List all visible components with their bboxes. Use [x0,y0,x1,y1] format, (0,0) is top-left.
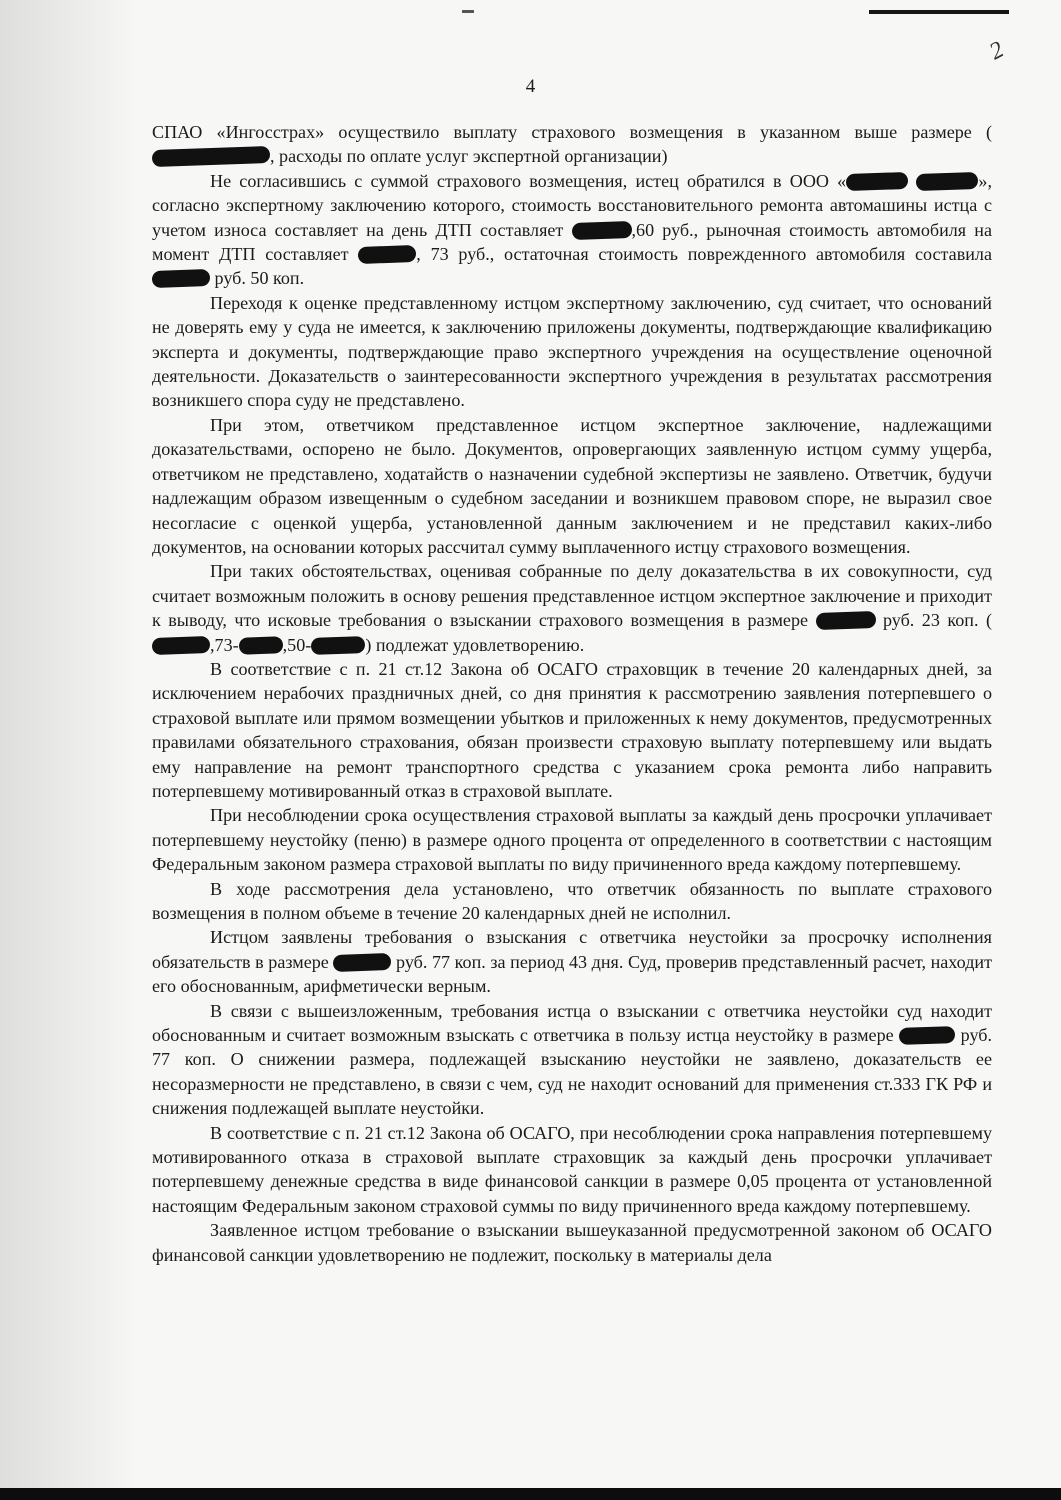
top-scan-mark [869,10,1009,14]
redaction-mark [152,636,211,655]
paragraph-p9 [152,925,992,998]
top-tick-mark [462,10,474,13]
paragraph-text: При несоблюдении срока осуществления страховой выплаты за каждый день просрочки уплачивает потерпевшему неустойку (пеню) в размере одного процента от определенного в соответствии с настоящим Федеральным законом размера страховой выплаты по виду причиненного вреда каждому потерпевшему. [152,805,992,875]
redaction-mark [916,172,979,191]
paragraph-text: ,50- [282,634,312,655]
paragraph-text: Заявленное истцом требование о взыскании вышеуказанной предусмотренной законом об ОСАГО финансовой санкции удовлетворению не подлежит, поскольку в материалы дела [152,1220,992,1265]
redaction-mark [152,269,211,288]
paragraph-text: СПАО «Ингосстрах» осуществило выплату страхового возмещения в указанном выше размере ( [152,122,992,142]
paragraph-p10 [152,999,992,1121]
paragraph-text: руб. 77 коп. за период 43 дня. Суд, проверив представленный расчет, находит его обоснованным, арифметически верным. [152,951,992,997]
redaction-mark [358,245,417,264]
redaction-mark [815,611,876,630]
redaction-mark [333,953,392,972]
redaction-mark [152,146,271,167]
paragraph-text: В соответствие с п. 21 ст.12 Закона об ОСАГО страховщик в течение 20 календарных дней, за исключением нерабочих праздничных дней, со дня принятия к рассмотрению заявления потерпевшего о страховой выплате или прямом возмещении убытков и приложенных к нему документов, предусмотренных правилами обязательного страхования, обязан произвести страховую выплату потерпевшему или выдать ему направление на ремонт транспортного средства с указанием срока ремонта либо направить потерпевшему мотивированный отказ в страховой выплате. [152,658,992,801]
paragraph-text: ) подлежат удовлетворению. [365,634,585,655]
paragraph-text: руб. 50 коп. [210,268,305,289]
paragraph-p8 [152,877,992,926]
paragraph-p7 [152,803,992,876]
paragraph-p5 [152,559,992,657]
paragraph-text: руб. 23 коп. ( [875,610,992,631]
paragraph-text: ,60 руб., рыночная стоимость автомобиля на момент ДТП составляет [152,219,993,265]
paragraph-text: ,73- [210,634,239,655]
paragraph-text: Истцом заявлены требования о взыскания с ответчика неустойки за просрочку исполнения обязательств в размере [152,927,992,972]
paragraph-text: », согласно экспертному заключению которого, стоимость восстановительного ремонта автомашины истца с учетом износа составляет на день ДТП составляет [152,170,992,240]
paragraph-p2 [152,169,992,291]
paragraph-text: В соответствие с п. 21 ст.12 Закона об ОСАГО, при несоблюдении срока направления потерпевшему мотивированного отказа в страховой выплате страховщик за каждый день просрочки уплачивает потерпевшему денежные средства в виде финансовой санкции в размере 0,05 процента от установленной настоящим Федеральным законом страховой суммы по виду причиненного вреда каждому потерпевшему. [152,1122,992,1216]
redaction-mark [846,172,909,191]
scan-shadow [0,0,140,1500]
paragraph-text: руб. 77 коп. О снижении размера, подлежащей взысканию неустойки не заявлено, доказательств ее несоразмерности не представлено, в связи с чем, суд не находит оснований для применения ст.333 ГК РФ и снижения подлежащей выплате неустойки. [152,1025,992,1119]
paragraph-p4 [152,413,992,559]
paragraph-text: Не согласившись с суммой страхового возмещения, истец обратился в ООО « [210,170,847,191]
document-body [152,120,992,1267]
paragraph-text: , 73 руб., остаточная стоимость поврежденного автомобиля составила [416,244,992,265]
paragraph-p12 [152,1218,992,1267]
paragraph-text: В ходе рассмотрения дела установлено, что ответчик обязанность по выплате страхового возмещения в полном объеме в течение 20 календарных дней не исполнил. [152,878,992,923]
paragraph-p1 [152,120,992,169]
scan-bottom-edge [0,1488,1061,1500]
page-number: 4 [525,76,536,97]
redaction-mark [311,636,366,655]
paragraph-text: При таких обстоятельствах, оценивая собранные по делу доказательства в их совокупности, суд считает возможным положить в основу решения представленное истцом экспертное заключение и приходит к выводу, что исковые требования о взыскании страхового возмещения в размере [152,561,992,631]
redaction-mark [238,636,283,655]
redaction-mark [571,221,632,240]
paragraph-text: При этом, ответчиком представленное истцом экспертное заключение, надлежащими доказательствами, оспорено не было. Документов, опровергающих заявленную истцом сумму ущерба, ответчиком не представлено, ходатайств о назначении судебной экспертизы не заявлено. Ответчик, будучи надлежащим образом извещенным о судебном заседании и возникшем правовом споре, не выразил свое несогласие с оценкой ущерба, установленной данным заключением и не представил каких-либо документов, на основании которых рассчитал сумму выплаченного истцу страхового возмещения. [152,414,992,557]
paragraph-p3 [152,291,992,413]
redaction-mark [899,1026,956,1045]
corner-handwritten-mark: 2 [985,36,1009,66]
paragraph-p6 [152,657,992,803]
paragraph-p11 [152,1121,992,1219]
paragraph-text: , расходы по оплате услуг экспертной организации) [270,146,668,167]
paragraph-text: В связи с вышеизложенным, требования истца о взыскании с ответчика неустойки суд находит обоснованным и считает возможным взыскать с ответчика в пользу истца неустойку в размере [152,1000,992,1046]
paragraph-text: Переходя к оценке представленному истцом экспертному заключению, суд считает, что оснований не доверять ему у суда не имеется, к заключению приложены документы, подтверждающие квалификацию эксперта и документы, подтверждающие право экспертного учреждения на осуществление оценочной деятельности. Доказательств о заинтересованности экспертного учреждения в результатах рассмотрения возникшего спора суду не представлено. [152,292,992,411]
